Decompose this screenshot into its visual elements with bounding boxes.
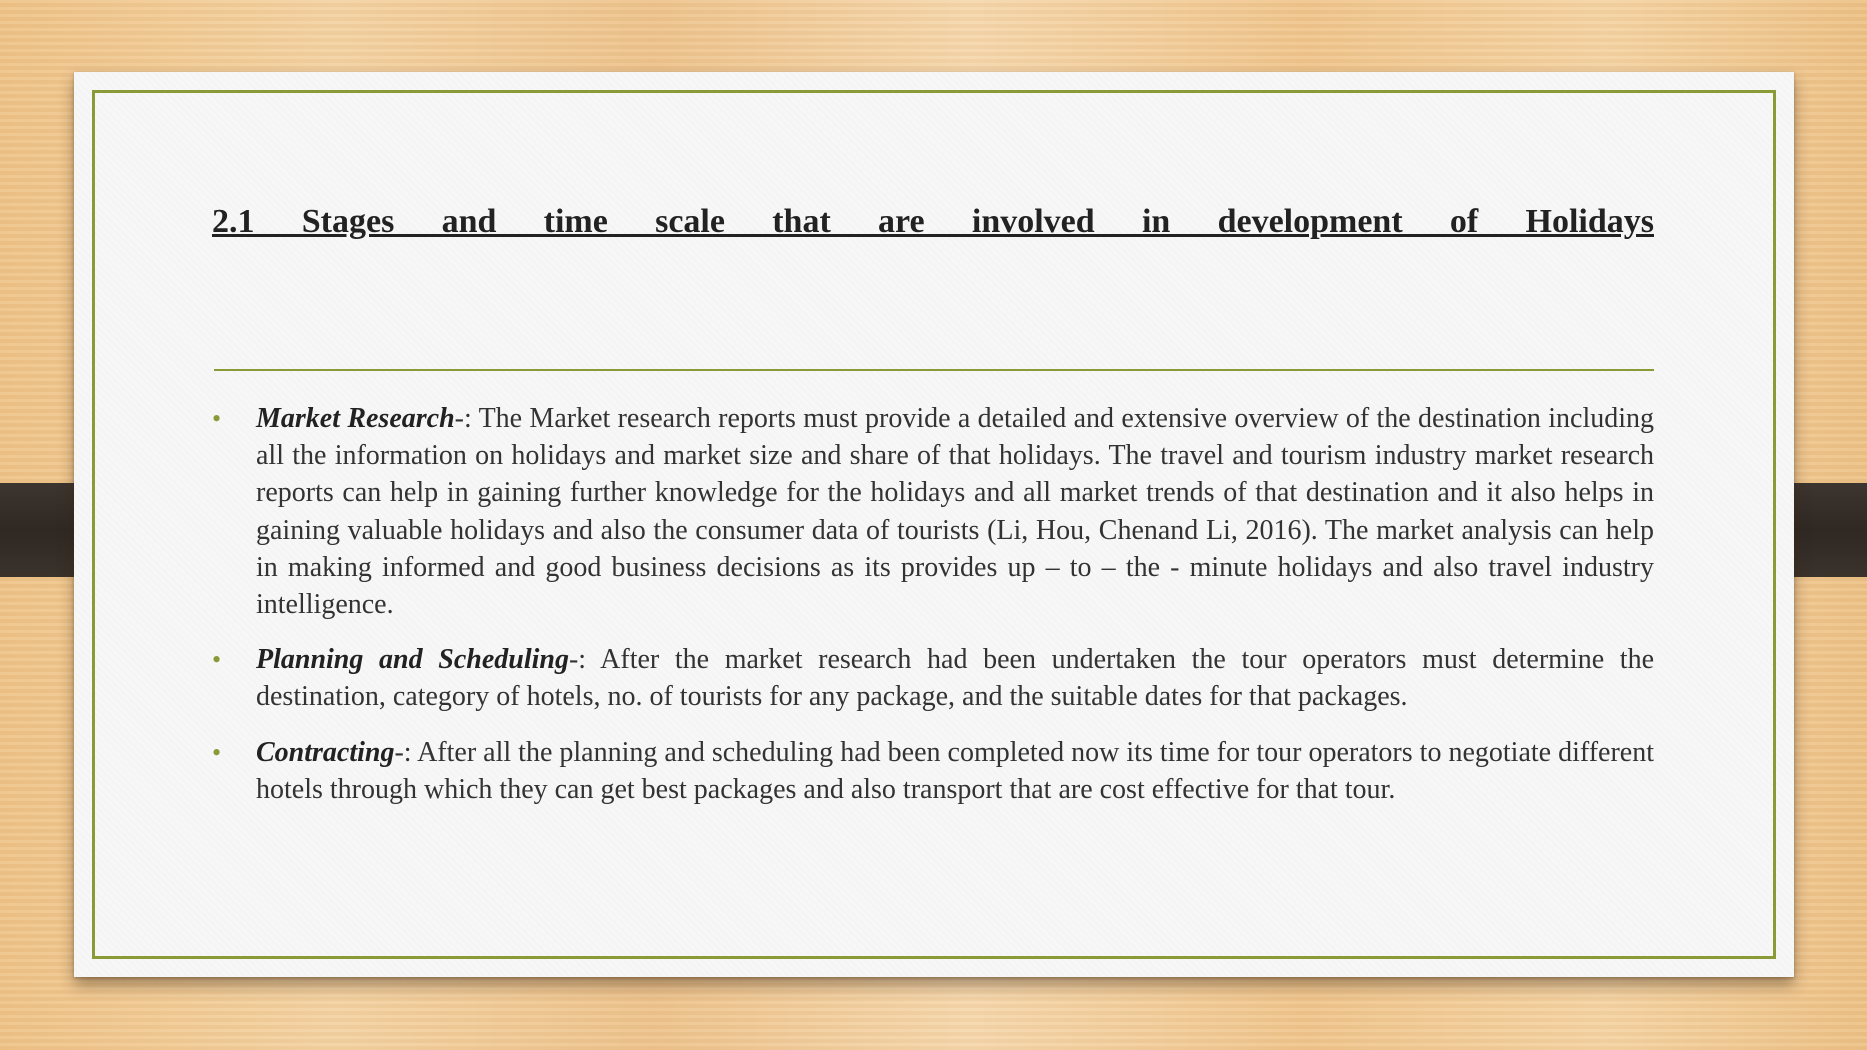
bullet-text: After the market research had been undertaken the tour operators must determine the destination, category of hotels, no. of tourists for any package, and the suitable dates for that packages. bbox=[256, 644, 1654, 713]
bullet-text: The Market research reports must provide a detailed and extensive overview of the destination including all the information on holidays and market size and share of that holidays. The travel and tourism industry market research reports can help in gaining further knowledge for the holidays and all market trends of that destination and it also helps in gaining valuable holidays and also the consumer data of tourists (Li, Hou, Chenand Li, 2016). The market analysis can help in making informed and good business decisions as its provides up – to – the - minute holidays and also travel industry intelligence. bbox=[256, 403, 1655, 621]
bullet-term: Contracting bbox=[256, 736, 395, 768]
bullet-dot-icon: • bbox=[212, 737, 222, 767]
bullet-dot-icon: • bbox=[212, 645, 222, 675]
bullet-list bbox=[212, 400, 1654, 826]
bullet-text: After all the planning and scheduling had been completed now its time for tour operators to negotiate different hotels through which they can get best packages and also transport that are cost effective for that tour. bbox=[256, 736, 1654, 805]
bullet-term: Planning and Scheduling bbox=[256, 644, 569, 676]
bullet-separator: -: bbox=[568, 644, 587, 676]
bullet-market-research bbox=[212, 400, 1654, 623]
bullet-separator: -: bbox=[394, 736, 412, 768]
slide-paper bbox=[74, 72, 1794, 977]
bullet-term: Market Research bbox=[256, 403, 455, 434]
bullet-dot-icon: • bbox=[212, 404, 222, 433]
bullet-contracting bbox=[212, 734, 1654, 808]
title-divider bbox=[214, 369, 1654, 371]
slide-title: 2.1 Stages and time scale that are involved in development of Holidays bbox=[212, 203, 1654, 240]
bullet-planning-scheduling bbox=[212, 641, 1654, 715]
bullet-separator: -: bbox=[454, 403, 472, 434]
